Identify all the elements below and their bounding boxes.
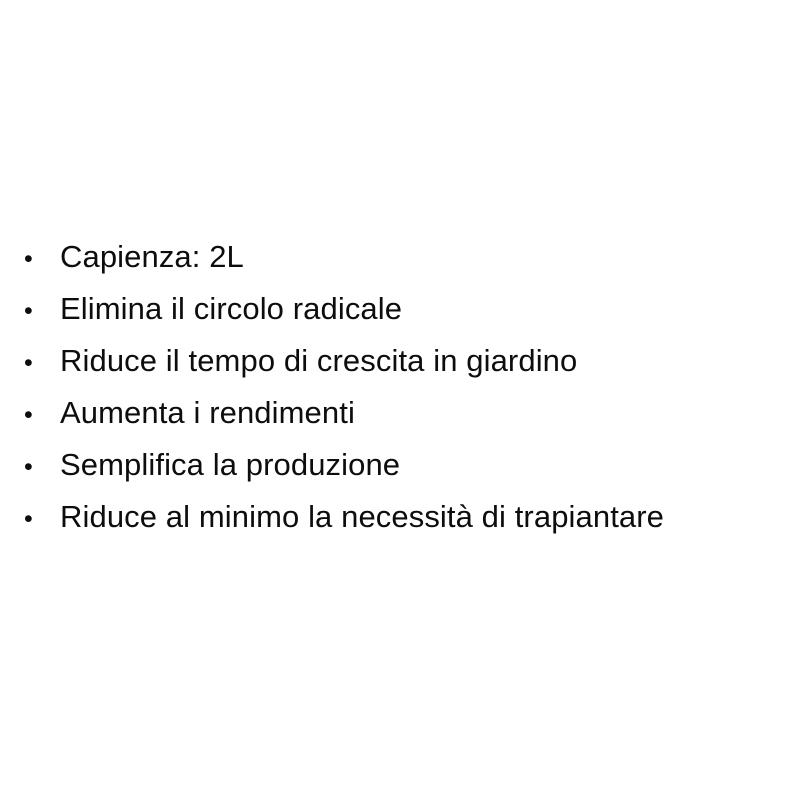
bullet-icon: •: [24, 297, 33, 325]
list-item: [24, 440, 800, 492]
bullet-icon: •: [24, 401, 33, 429]
list-item: [24, 492, 800, 544]
bullet-icon: •: [24, 245, 33, 273]
list-item-label: Semplifica la produzione: [60, 447, 401, 482]
list-item: [24, 388, 800, 440]
bullet-icon: •: [24, 505, 33, 533]
list-item-label: Capienza: 2L: [60, 239, 244, 274]
list-item-label: Riduce al minimo la necessità di trapiantare: [60, 499, 665, 534]
bullet-icon: •: [24, 349, 33, 377]
list-item: [24, 232, 800, 284]
list-item-label: Riduce il tempo di crescita in giardino: [60, 343, 578, 378]
feature-list: [24, 232, 800, 544]
list-item-label: Elimina il circolo radicale: [60, 291, 403, 326]
list-item: [24, 336, 800, 388]
bullet-icon: •: [24, 453, 33, 481]
list-item-label: Aumenta i rendimenti: [60, 395, 355, 430]
list-item: [24, 284, 800, 336]
